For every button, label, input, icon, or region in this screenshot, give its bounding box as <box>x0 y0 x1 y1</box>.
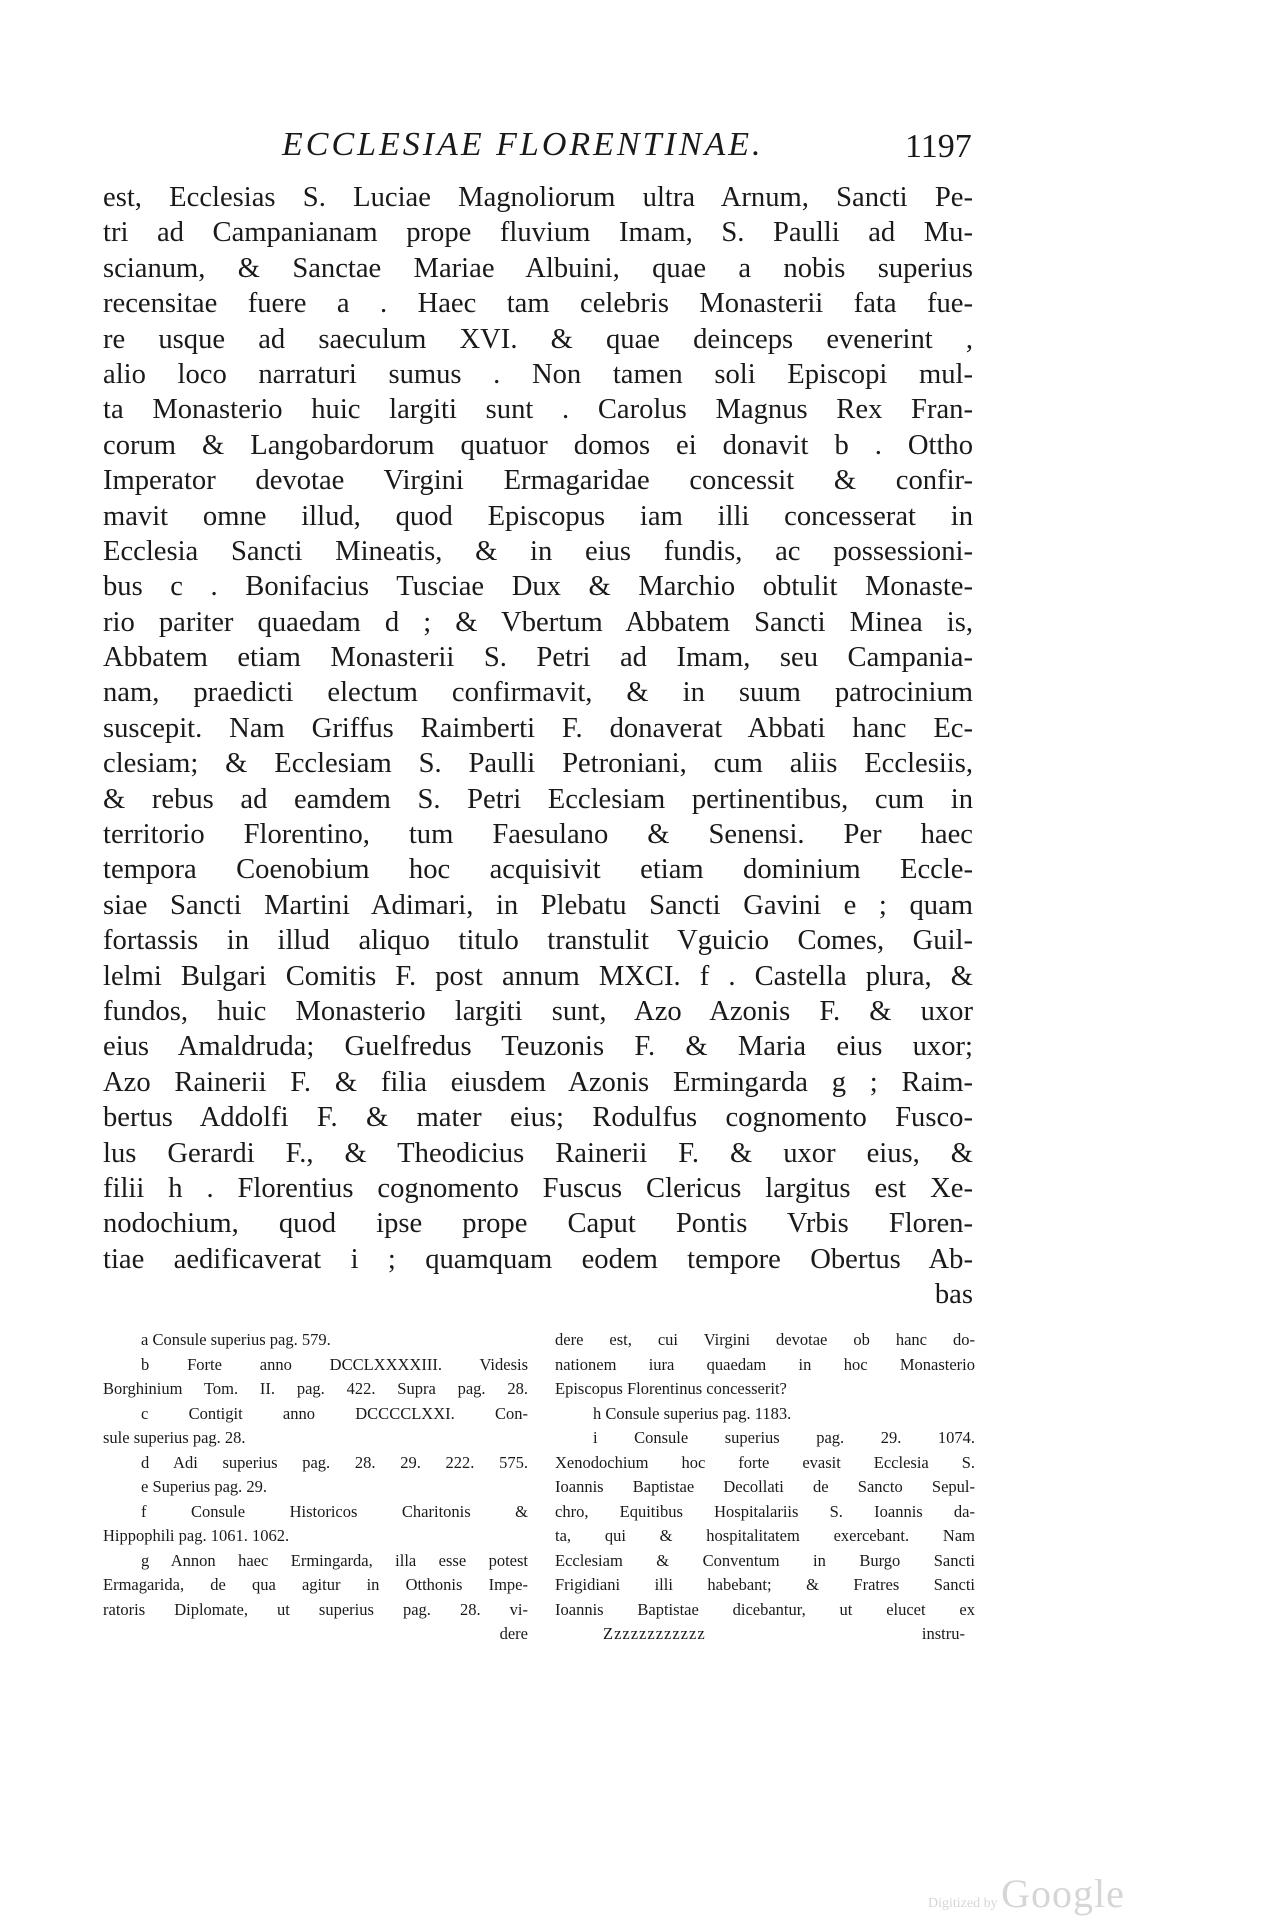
text-line: alio loco narraturi sumus . Non tamen soli Episcopi mul- <box>103 358 973 390</box>
text-line: Ecclesia Sancti Mineatis, & in eius fundis, ac possessioni- <box>103 535 973 567</box>
page-header <box>0 126 1288 176</box>
text-line: Abbatem etiam Monasterii S. Petri ad Imam, seu Campania- <box>103 642 973 674</box>
running-title: ECCLESIAE FLORENTINAE. <box>282 126 764 163</box>
footnote-line: ratoris Diplomate, ut superius pag. 28. vi- <box>103 1599 528 1619</box>
footnote-line: Ioannis Baptistae dicebantur, ut elucet ex <box>555 1599 975 1619</box>
footnote-line: i Consule superius pag. 29. 1074. <box>593 1428 975 1447</box>
text-line: fundos, huic Monasterio largiti sunt, Azo Azonis F. & uxor <box>103 995 973 1027</box>
footnote-line: a Consule superius pag. 579. <box>141 1330 331 1349</box>
text-line: bus c . Bonifacius Tusciae Dux & Marchio obtulit Monaste- <box>103 571 973 603</box>
text-line: clesiam; & Ecclesiam S. Paulli Petroniani, cum aliis Ecclesiis, <box>103 748 973 780</box>
text-line: recensitae fuere a . Haec tam celebris Monasterii fata fue- <box>103 288 973 320</box>
text-line: eius Amaldruda; Guelfredus Teuzonis F. & Maria eius uxor; <box>103 1031 973 1063</box>
footnote-line: dere est, cui Virgini devotae ob hanc do- <box>555 1330 975 1349</box>
text-line: re usque ad saeculum XVI. & quae deinceps evenerint , <box>103 323 973 355</box>
watermark-prefix: Digitized by <box>928 1896 998 1911</box>
text-line: rio pariter quaedam d ; & Vbertum Abbatem Sancti Minea is, <box>103 606 973 638</box>
footnote-line: g Annon haec Ermingarda, illa esse potest <box>141 1550 528 1570</box>
footnote-line: Ermagarida, de qua agitur in Otthonis Impe- <box>103 1575 528 1594</box>
footnotes-right-column <box>555 1328 975 1647</box>
page-number: 1197 <box>905 128 972 165</box>
footnote-line: sule superius pag. 28. <box>103 1428 246 1447</box>
text-line: bertus Addolfi F. & mater eius; Rodulfus cognomento Fusco- <box>103 1102 973 1134</box>
text-line: corum & Langobardorum quatuor domos ei donavit b . Ottho <box>103 429 973 461</box>
text-line: siae Sancti Martini Adimari, in Plebatu Sancti Gavini e ; quam <box>103 889 973 921</box>
text-line: tiae aedificaverat i ; quamquam eodem tempore Obertus Ab- <box>103 1243 973 1275</box>
text-line: tempora Coenobium hoc acquisivit etiam dominium Eccle- <box>103 854 973 886</box>
digitization-watermark <box>928 1870 1125 1917</box>
text-line: & rebus ad eamdem S. Petri Ecclesiam pertinentibus, cum in <box>103 783 973 815</box>
catchword: instru- <box>921 1624 965 1643</box>
text-line: tri ad Campanianam prope fluvium Imam, S. Paulli ad Mu- <box>103 217 973 249</box>
footnote-line: Ecclesiam & Conventum in Burgo Sancti <box>555 1550 975 1570</box>
footnote-catchword: dere <box>499 1624 528 1643</box>
text-line: nam, praedicti electum confirmavit, & in suum patrocinium <box>103 677 973 709</box>
text-line: lus Gerardi F., & Theodicius Rainerii F. & uxor eius, & <box>103 1137 973 1169</box>
text-line: Imperator devotae Virgini Ermagaridae concessit & confir- <box>103 465 973 497</box>
main-text <box>103 180 973 1313</box>
footnote-line: f Consule Historicos Charitonis & <box>141 1501 528 1521</box>
footnote-line: ta, qui & hospitalitatem exercebant. Nam <box>555 1526 975 1545</box>
footnote-line: Borghinium Tom. II. pag. 422. Supra pag. 28. <box>103 1379 528 1398</box>
text-line: nodochium, quod ipse prope Caput Pontis Vrbis Floren- <box>103 1208 973 1240</box>
footnote-line: Episcopus Florentinus concesserit? <box>555 1379 787 1398</box>
footnote-line: Frigidiani illi habebant; & Fratres Sancti <box>555 1575 975 1594</box>
footnote-line: c Contigit anno DCCCCLXXI. Con- <box>141 1403 528 1423</box>
footnotes-left-column <box>103 1328 528 1647</box>
text-line: ta Monasterio huic largiti sunt . Carolus Magnus Rex Fran- <box>103 394 973 426</box>
text-line: scianum, & Sanctae Mariae Albuini, quae a nobis superius <box>103 252 973 284</box>
signature-mark: Zzzzzzzzzzzz <box>603 1624 706 1643</box>
signature-line <box>555 1622 975 1647</box>
text-line-catchword: bas <box>934 1279 973 1311</box>
text-line: mavit omne illud, quod Episcopus iam illi concesserat in <box>103 500 973 532</box>
footnote-line: b Forte anno DCCLXXXXIII. Videsis <box>141 1354 528 1374</box>
text-line: fortassis in illud aliquo titulo transtulit Vguicio Comes, Guil- <box>103 925 973 957</box>
footnote-line: Xenodochium hoc forte evasit Ecclesia S. <box>555 1452 975 1472</box>
text-line: est, Ecclesias S. Luciae Magnoliorum ultra Arnum, Sancti Pe- <box>103 182 973 213</box>
google-logo: Google <box>1001 1871 1125 1916</box>
footnote-line: d Adi superius pag. 28. 29. 222. 575. <box>141 1452 528 1472</box>
text-line: Azo Rainerii F. & filia eiusdem Azonis Ermingarda g ; Raim- <box>103 1066 973 1098</box>
text-line: suscepit. Nam Griffus Raimberti F. donaverat Abbati hanc Ec- <box>103 712 973 744</box>
footnote-line: h Consule superius pag. 1183. <box>593 1403 792 1423</box>
footnote-line: Hippophili pag. 1061. 1062. <box>103 1526 290 1545</box>
footnote-line: nationem iura quaedam in hoc Monasterio <box>555 1354 975 1374</box>
text-line: lelmi Bulgari Comitis F. post annum MXCI. f . Castella plura, & <box>103 960 973 992</box>
text-line: filii h . Florentius cognomento Fuscus Clericus largitus est Xe- <box>103 1172 973 1204</box>
footnote-line: e Superius pag. 29. <box>141 1477 268 1496</box>
footnote-line: chro, Equitibus Hospitalariis S. Ioannis da- <box>555 1501 975 1521</box>
footnote-line: Ioannis Baptistae Decollati de Sancto Sepul- <box>555 1477 975 1496</box>
text-line: territorio Florentino, tum Faesulano & Senensi. Per haec <box>103 819 973 851</box>
